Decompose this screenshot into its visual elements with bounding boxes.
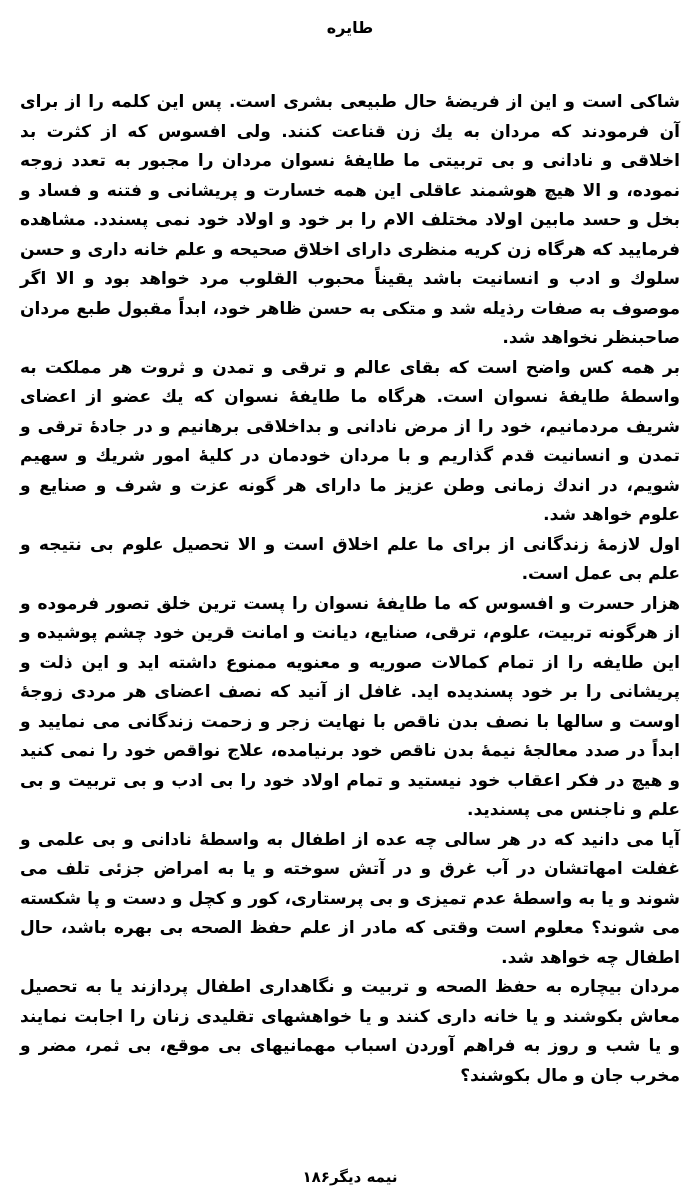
paragraph: مردان بیچاره به حفظ الصحه و تربیت و نگاهداری اطفال پردازند یا به تحصیل معاش بکوشند و یا خانه داری کنند و یا خواهشهای تقلیدی زنان را اجابت نمایند و یا شب و روز به فراهم آوردن اسباب مهمانیهای بی موقع، بی ثمر، مضر و مخرب جان و مال بکوشند؟ (20, 977, 680, 1086)
paragraph: اول لازمهٔ زندگانی از برای ما علم اخلاق است و الا تحصیل علوم بی نتیجه و علم بی عمل است. (20, 534, 680, 584)
paragraph: شاکی است و این از فریضهٔ حال طبیعی بشری است. پس این کلمه را از برای آن فرمودند که مردان به یك زن قناعت کنند. ولی افسوس که از کثرت بد اخلاقی و نادانی و بی تربیتی ما طایفهٔ نسوان مردان را مجبور به تعدد زوجه نموده، و الا هیچ هوشمند عاقلی این همه خسارت و پریشانی و فتنه و فساد و بخل و حسد مابین اولاد مختلف الام را بر خود و اولاد خود نمی پسندد. مشاهده فرمایید که هرگاه زن کریه منظری دارای اخلاق صحیحه و علم خانه داری و حسن سلوك و ادب و انسانیت باشد یقیناً محبوب القلوب مرد خواهد بود و الا اگر موصوف به صفات رذیله شد و متکی به حسن ظاهر خود، ابداً مقبول طبع مردان صاحبنظر نخواهد شد. (20, 92, 680, 348)
page-footer: نیمه دیگر۱۸۶ (302, 1168, 398, 1186)
paragraph: بر همه کس واضح است که بقای عالم و ترقی و تمدن و ثروت هر مملکت به واسطهٔ طایفهٔ نسوان است. هرگاه ما طایفهٔ نسوان که یك عضو از اعضای شریف مردمانیم، خود را از مرض نادانی و بداخلاقی برهانیم و در جادهٔ ترقی و تمدن و انسانیت قدم گذاریم و با مردان خودمان در کلیهٔ امور شریك و سهیم شویم، در اندك زمانی وطن عزیز ما دارای هر گونه عزت و شرف و صنایع و علوم خواهد شد. (20, 357, 680, 525)
running-header: طایره (326, 18, 374, 37)
article-body (20, 88, 680, 1091)
paragraph: هزار حسرت و افسوس که ما طایفهٔ نسوان را پست ترین خلق تصور فرموده و از هرگونه تربیت، علوم، ترقی، صنایع، دیانت و امانت قرین خود چشم پوشیده و این طایفه را از تمام کمالات صوریه و معنویه ممنوع داشته اید و این ذلت و پریشانی را بر خود پسندیده اید. غافل از آنید که نصف اعضای هر مردی زوجهٔ اوست و سالها با نصف بدن ناقص با نهایت زجر و زحمت زندگانی می نمایید و ابداً در صدد معالجهٔ نیمهٔ بدن ناقص خود برنیامده، علاج نواقص خود را نمی کنید و هیچ در فکر اعقاب خود نیستید و تمام اولاد خود را بی ادب و بی تربیت و بی علم و ناجنس می پسندید. (20, 593, 680, 820)
paragraph: آیا می دانید که در هر سالی چه عده از اطفال به واسطهٔ نادانی و بی علمی و غفلت امهاتشان در آب غرق و در آتش سوخته و یا به امراض جزئی تلف می شوند و یا به واسطهٔ عدم تمیزی و بی پرستاری، کور و کچل و دست و پا شکسته می شوند؟ معلوم است وقتی که مادر از علم حفظ الصحه بی بهره باشد، حال اطفال چه خواهد شد. (20, 829, 680, 968)
